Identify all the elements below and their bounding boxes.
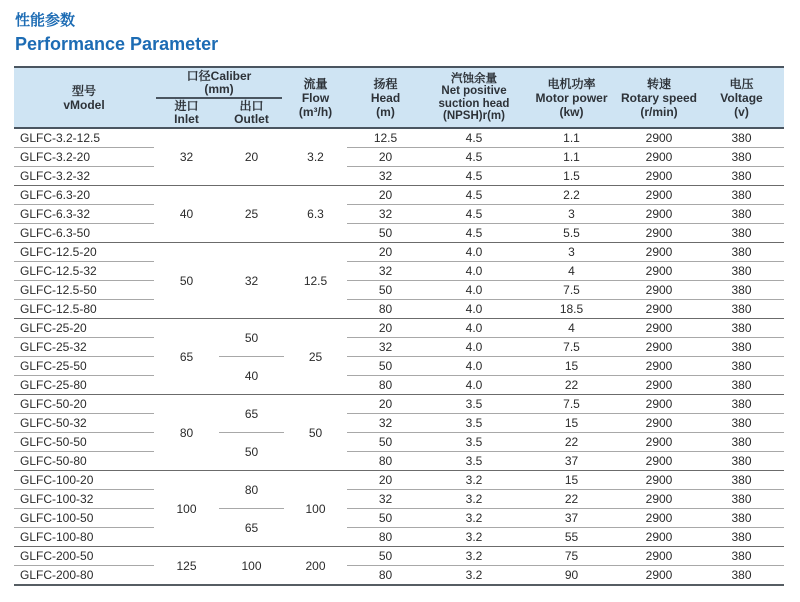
model-cell: GLFC-50-20 bbox=[14, 395, 154, 414]
table-row bbox=[14, 281, 784, 300]
power-cell: 90 bbox=[524, 566, 619, 586]
power-cell: 1.1 bbox=[524, 148, 619, 167]
power-cell: 55 bbox=[524, 528, 619, 547]
column-header-caliber-group bbox=[154, 67, 284, 128]
voltage-cell: 380 bbox=[699, 167, 784, 186]
inlet-cell: 50 bbox=[154, 243, 219, 319]
table-row bbox=[14, 243, 784, 262]
voltage-cell: 380 bbox=[699, 452, 784, 471]
head-cell: 80 bbox=[347, 566, 424, 586]
inlet-cell: 125 bbox=[154, 547, 219, 586]
npsh-header-en1: Net positive bbox=[441, 85, 507, 97]
caliber-header-unit: (mm) bbox=[204, 81, 234, 96]
npsh-cell: 4.0 bbox=[424, 338, 524, 357]
voltage-cell: 380 bbox=[699, 395, 784, 414]
table-row bbox=[14, 528, 784, 547]
model-cell: GLFC-25-50 bbox=[14, 357, 154, 376]
table-row bbox=[14, 376, 784, 395]
npsh-cell: 3.2 bbox=[424, 566, 524, 586]
speed-cell: 2900 bbox=[619, 205, 699, 224]
npsh-cell: 4.5 bbox=[424, 186, 524, 205]
voltage-cell: 380 bbox=[699, 433, 784, 452]
table-row bbox=[14, 338, 784, 357]
npsh-cell: 3.5 bbox=[424, 414, 524, 433]
npsh-cell: 3.5 bbox=[424, 452, 524, 471]
speed-cell: 2900 bbox=[619, 338, 699, 357]
power-cell: 37 bbox=[524, 452, 619, 471]
npsh-cell: 3.5 bbox=[424, 395, 524, 414]
head-cell: 80 bbox=[347, 452, 424, 471]
outlet-cell: 32 bbox=[219, 243, 284, 319]
flow-cell: 6.3 bbox=[284, 186, 347, 243]
head-cell: 50 bbox=[347, 357, 424, 376]
speed-cell: 2900 bbox=[619, 243, 699, 262]
npsh-cell: 4.5 bbox=[424, 148, 524, 167]
power-cell: 37 bbox=[524, 509, 619, 528]
model-cell: GLFC-25-32 bbox=[14, 338, 154, 357]
table-row bbox=[14, 167, 784, 186]
speed-cell: 2900 bbox=[619, 490, 699, 509]
model-cell: GLFC-50-50 bbox=[14, 433, 154, 452]
table-row bbox=[14, 509, 784, 528]
head-header-zh: 扬程 bbox=[373, 76, 398, 91]
speed-cell: 2900 bbox=[619, 262, 699, 281]
header-row bbox=[14, 67, 784, 128]
outlet-cell: 50 bbox=[219, 319, 284, 357]
speed-cell: 2900 bbox=[619, 566, 699, 586]
model-cell: GLFC-100-50 bbox=[14, 509, 154, 528]
npsh-header-unit: (NPSH)r(m) bbox=[443, 110, 505, 122]
head-cell: 20 bbox=[347, 471, 424, 490]
npsh-cell: 3.2 bbox=[424, 528, 524, 547]
head-cell: 80 bbox=[347, 300, 424, 319]
power-header-en: Motor power bbox=[535, 90, 608, 105]
voltage-cell: 380 bbox=[699, 528, 784, 547]
npsh-cell: 4.0 bbox=[424, 262, 524, 281]
model-header-en: vModel bbox=[63, 97, 105, 112]
table-row bbox=[14, 414, 784, 433]
head-cell: 32 bbox=[347, 205, 424, 224]
model-cell: GLFC-100-80 bbox=[14, 528, 154, 547]
column-header-head bbox=[347, 67, 424, 128]
head-cell: 32 bbox=[347, 338, 424, 357]
head-cell: 20 bbox=[347, 148, 424, 167]
speed-header-zh: 转速 bbox=[646, 76, 671, 91]
voltage-cell: 380 bbox=[699, 319, 784, 338]
table-row bbox=[14, 433, 784, 452]
speed-cell: 2900 bbox=[619, 395, 699, 414]
voltage-cell: 380 bbox=[699, 300, 784, 319]
speed-cell: 2900 bbox=[619, 376, 699, 395]
power-cell: 4 bbox=[524, 319, 619, 338]
voltage-cell: 380 bbox=[699, 471, 784, 490]
npsh-cell: 3.2 bbox=[424, 509, 524, 528]
speed-header-en: Rotary speed bbox=[620, 90, 698, 105]
head-cell: 50 bbox=[347, 281, 424, 300]
table-row bbox=[14, 186, 784, 205]
speed-cell: 2900 bbox=[619, 224, 699, 243]
page-title-en: Performance Parameter bbox=[15, 34, 219, 54]
model-cell: GLFC-6.3-20 bbox=[14, 186, 154, 205]
performance-parameter-table bbox=[14, 66, 784, 586]
model-cell: GLFC-25-20 bbox=[14, 319, 154, 338]
power-cell: 1.1 bbox=[524, 128, 619, 148]
model-cell: GLFC-100-32 bbox=[14, 490, 154, 509]
head-cell: 20 bbox=[347, 243, 424, 262]
npsh-cell: 4.5 bbox=[424, 167, 524, 186]
npsh-cell: 4.0 bbox=[424, 300, 524, 319]
voltage-cell: 380 bbox=[699, 376, 784, 395]
table-row bbox=[14, 490, 784, 509]
npsh-cell: 3.2 bbox=[424, 547, 524, 566]
flow-header-unit: (m³/h) bbox=[298, 104, 333, 119]
outlet-header-zh: 出口 bbox=[239, 99, 264, 113]
voltage-cell: 380 bbox=[699, 357, 784, 376]
power-cell: 7.5 bbox=[524, 281, 619, 300]
table-row bbox=[14, 566, 784, 586]
inlet-cell: 65 bbox=[154, 319, 219, 395]
power-cell: 2.2 bbox=[524, 186, 619, 205]
model-header-zh: 型号 bbox=[71, 83, 96, 98]
speed-cell: 2900 bbox=[619, 281, 699, 300]
head-cell: 20 bbox=[347, 395, 424, 414]
voltage-cell: 380 bbox=[699, 414, 784, 433]
table-row bbox=[14, 128, 784, 148]
inlet-cell: 100 bbox=[154, 471, 219, 547]
inlet-header-zh: 进口 bbox=[174, 99, 199, 113]
power-cell: 22 bbox=[524, 433, 619, 452]
table-row bbox=[14, 357, 784, 376]
model-cell: GLFC-3.2-12.5 bbox=[14, 128, 154, 148]
head-cell: 32 bbox=[347, 167, 424, 186]
model-cell: GLFC-100-20 bbox=[14, 471, 154, 490]
voltage-cell: 380 bbox=[699, 338, 784, 357]
model-cell: GLFC-3.2-20 bbox=[14, 148, 154, 167]
power-cell: 7.5 bbox=[524, 338, 619, 357]
voltage-cell: 380 bbox=[699, 243, 784, 262]
voltage-header-unit: (v) bbox=[734, 104, 749, 119]
npsh-cell: 4.0 bbox=[424, 376, 524, 395]
power-cell: 22 bbox=[524, 490, 619, 509]
table-row bbox=[14, 452, 784, 471]
power-cell: 3 bbox=[524, 205, 619, 224]
head-cell: 80 bbox=[347, 528, 424, 547]
model-cell: GLFC-200-50 bbox=[14, 547, 154, 566]
inlet-cell: 40 bbox=[154, 186, 219, 243]
voltage-cell: 380 bbox=[699, 224, 784, 243]
flow-cell: 50 bbox=[284, 395, 347, 471]
speed-cell: 2900 bbox=[619, 414, 699, 433]
model-cell: GLFC-6.3-50 bbox=[14, 224, 154, 243]
voltage-cell: 380 bbox=[699, 547, 784, 566]
speed-cell: 2900 bbox=[619, 128, 699, 148]
table-row bbox=[14, 224, 784, 243]
outlet-cell: 100 bbox=[219, 547, 284, 586]
power-cell: 15 bbox=[524, 471, 619, 490]
head-cell: 80 bbox=[347, 376, 424, 395]
voltage-header-zh: 电压 bbox=[729, 76, 754, 91]
table-row bbox=[14, 547, 784, 566]
npsh-cell: 4.5 bbox=[424, 205, 524, 224]
column-header-npsh bbox=[424, 67, 524, 128]
power-cell: 4 bbox=[524, 262, 619, 281]
head-cell: 20 bbox=[347, 186, 424, 205]
table-row bbox=[14, 300, 784, 319]
speed-header-unit: (r/min) bbox=[640, 104, 678, 119]
model-cell: GLFC-50-80 bbox=[14, 452, 154, 471]
column-header-inlet bbox=[154, 100, 219, 125]
flow-cell: 3.2 bbox=[284, 128, 347, 186]
voltage-header-en: Voltage bbox=[720, 90, 763, 105]
npsh-cell: 3.5 bbox=[424, 433, 524, 452]
model-cell: GLFC-12.5-50 bbox=[14, 281, 154, 300]
voltage-cell: 380 bbox=[699, 128, 784, 148]
outlet-header-en: Outlet bbox=[234, 111, 269, 126]
head-cell: 32 bbox=[347, 262, 424, 281]
npsh-header-en2: suction head bbox=[438, 97, 510, 110]
inlet-header-en: Inlet bbox=[174, 111, 199, 126]
npsh-cell: 4.0 bbox=[424, 319, 524, 338]
voltage-cell: 380 bbox=[699, 490, 784, 509]
npsh-cell: 3.2 bbox=[424, 490, 524, 509]
speed-cell: 2900 bbox=[619, 357, 699, 376]
table-row bbox=[14, 471, 784, 490]
table-row bbox=[14, 319, 784, 338]
speed-cell: 2900 bbox=[619, 300, 699, 319]
speed-cell: 2900 bbox=[619, 186, 699, 205]
power-cell: 1.5 bbox=[524, 167, 619, 186]
speed-cell: 2900 bbox=[619, 471, 699, 490]
head-header-en: Head bbox=[370, 90, 401, 105]
npsh-cell: 4.0 bbox=[424, 281, 524, 300]
model-cell: GLFC-12.5-20 bbox=[14, 243, 154, 262]
npsh-cell: 4.0 bbox=[424, 357, 524, 376]
npsh-cell: 3.2 bbox=[424, 471, 524, 490]
power-cell: 7.5 bbox=[524, 395, 619, 414]
voltage-cell: 380 bbox=[699, 186, 784, 205]
speed-cell: 2900 bbox=[619, 148, 699, 167]
column-header-power bbox=[524, 67, 619, 128]
npsh-cell: 4.5 bbox=[424, 224, 524, 243]
inlet-cell: 32 bbox=[154, 128, 219, 186]
voltage-cell: 380 bbox=[699, 281, 784, 300]
voltage-cell: 380 bbox=[699, 262, 784, 281]
speed-cell: 2900 bbox=[619, 547, 699, 566]
flow-header-zh: 流量 bbox=[303, 76, 328, 91]
power-cell: 22 bbox=[524, 376, 619, 395]
page-title-zh: 性能参数 bbox=[15, 12, 76, 29]
model-cell: GLFC-12.5-32 bbox=[14, 262, 154, 281]
voltage-cell: 380 bbox=[699, 509, 784, 528]
column-header-speed bbox=[619, 67, 699, 128]
npsh-cell: 4.5 bbox=[424, 128, 524, 148]
power-cell: 75 bbox=[524, 547, 619, 566]
npsh-cell: 4.0 bbox=[424, 243, 524, 262]
head-cell: 50 bbox=[347, 509, 424, 528]
flow-cell: 25 bbox=[284, 319, 347, 395]
outlet-cell: 40 bbox=[219, 357, 284, 395]
voltage-cell: 380 bbox=[699, 205, 784, 224]
speed-cell: 2900 bbox=[619, 167, 699, 186]
caliber-header-title: 口径Caliber bbox=[186, 69, 252, 83]
table-row bbox=[14, 395, 784, 414]
power-cell: 15 bbox=[524, 414, 619, 433]
outlet-cell: 65 bbox=[219, 395, 284, 433]
npsh-header-zh: 汽蚀余量 bbox=[451, 72, 497, 85]
table-row bbox=[14, 205, 784, 224]
head-cell: 50 bbox=[347, 547, 424, 566]
speed-cell: 2900 bbox=[619, 509, 699, 528]
inlet-cell: 80 bbox=[154, 395, 219, 471]
column-header-outlet bbox=[219, 100, 284, 125]
speed-cell: 2900 bbox=[619, 319, 699, 338]
table-body bbox=[14, 128, 784, 585]
model-cell: GLFC-25-80 bbox=[14, 376, 154, 395]
head-cell: 20 bbox=[347, 319, 424, 338]
column-header-voltage bbox=[699, 67, 784, 128]
column-header-flow bbox=[284, 67, 347, 128]
speed-cell: 2900 bbox=[619, 433, 699, 452]
power-cell: 5.5 bbox=[524, 224, 619, 243]
model-cell: GLFC-6.3-32 bbox=[14, 205, 154, 224]
model-cell: GLFC-3.2-32 bbox=[14, 167, 154, 186]
head-cell: 32 bbox=[347, 414, 424, 433]
head-cell: 50 bbox=[347, 224, 424, 243]
model-cell: GLFC-12.5-80 bbox=[14, 300, 154, 319]
head-cell: 12.5 bbox=[347, 128, 424, 148]
flow-cell: 100 bbox=[284, 471, 347, 547]
power-header-unit: (kw) bbox=[559, 104, 584, 119]
column-header-model bbox=[14, 67, 154, 128]
flow-cell: 200 bbox=[284, 547, 347, 586]
outlet-cell: 65 bbox=[219, 509, 284, 547]
voltage-cell: 380 bbox=[699, 148, 784, 167]
head-cell: 50 bbox=[347, 433, 424, 452]
power-cell: 15 bbox=[524, 357, 619, 376]
model-cell: GLFC-50-32 bbox=[14, 414, 154, 433]
head-header-unit: (m) bbox=[376, 104, 395, 119]
flow-cell: 12.5 bbox=[284, 243, 347, 319]
model-cell: GLFC-200-80 bbox=[14, 566, 154, 586]
table-row bbox=[14, 148, 784, 167]
outlet-cell: 20 bbox=[219, 128, 284, 186]
flow-header-en: Flow bbox=[301, 90, 330, 105]
outlet-cell: 80 bbox=[219, 471, 284, 509]
power-header-zh: 电机功率 bbox=[547, 76, 596, 91]
speed-cell: 2900 bbox=[619, 528, 699, 547]
power-cell: 18.5 bbox=[524, 300, 619, 319]
outlet-cell: 25 bbox=[219, 186, 284, 243]
head-cell: 32 bbox=[347, 490, 424, 509]
power-cell: 3 bbox=[524, 243, 619, 262]
outlet-cell: 50 bbox=[219, 433, 284, 471]
voltage-cell: 380 bbox=[699, 566, 784, 586]
table-row bbox=[14, 262, 784, 281]
speed-cell: 2900 bbox=[619, 452, 699, 471]
